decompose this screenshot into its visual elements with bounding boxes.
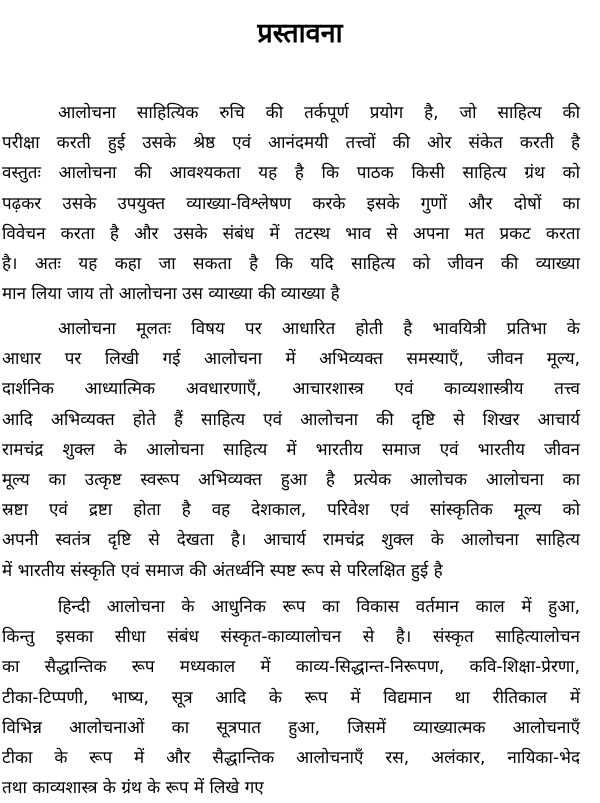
paragraph-line: हिन्दी आलोचना के आधुनिक रूप का विकास वर्तमान काल में हुआ, bbox=[58, 597, 580, 617]
paragraph-line: पढ़कर उसके उपयुक्त व्याख्या-विश्लेषण करके इसके गुणों और दोषों का bbox=[2, 193, 580, 214]
paragraph-line: विवेचन करता है और उसके संबंध में तटस्थ भाव से अपना मत प्रकट करता bbox=[2, 223, 580, 244]
paragraph-line: परीक्षा करती हुई उसके श्रेष्ठ एवं आनंदमयी तत्त्वों की ओर संकेत करती है bbox=[2, 133, 580, 154]
paragraph-line: आलोचना मूलतः विषय पर आधारित होती है भावयित्री प्रतिभा के bbox=[58, 319, 580, 339]
paragraph-line: दार्शनिक आध्यात्मिक अवधारणाएँ, आचारशास्त्र एवं काव्यशास्त्रीय तत्त्व bbox=[2, 379, 580, 400]
paragraph-line: तथा काव्यशास्त्र के ग्रंथ के रूप में लिखे गए bbox=[2, 778, 264, 799]
paragraph-line: स्रष्टा एवं द्रष्टा होता है वह देशकाल, परिवेश एवं सांस्कृतिक मूल्य को bbox=[2, 500, 580, 521]
paragraph-1 bbox=[2, 98, 580, 309]
paragraph-line: रामचंद्र शुक्ल के आलोचना साहित्य में भारतीय समाज एवं भारतीय जीवन bbox=[2, 439, 580, 460]
paragraph-line: आलोचना साहित्यिक रुचि की तर्कपूर्ण प्रयोग है, जो साहित्य की bbox=[58, 103, 580, 123]
paragraph-line: है। अतः यह कहा जा सकता है कि यदि साहित्य को जीवन की व्याख्या bbox=[2, 253, 580, 274]
paragraph-line: किन्तु इसका सीधा संबंध संस्कृत-काव्यालोचन से है। संस्कृत साहित्यालोचन bbox=[2, 627, 580, 648]
page-title: प्रस्तावना bbox=[257, 18, 343, 49]
paragraph-line: विभिन्न आलोचनाओं का सूत्रपात हुआ, जिसमें व्याख्यात्मक आलोचनाएँ bbox=[2, 717, 580, 738]
paragraph-3 bbox=[2, 592, 580, 803]
paragraph-line: का सैद्धान्तिक रूप मध्यकाल में काव्य-सिद्धान्त-निरूपण, कवि-शिक्षा-प्रेरणा, bbox=[2, 657, 580, 678]
paragraph-line: टीका-टिप्पणी, भाष्य, सूत्र आदि के रूप में विद्यमान था रीतिकाल में bbox=[2, 687, 580, 708]
paragraph-2 bbox=[2, 314, 580, 586]
paragraph-line: आदि अभिव्यक्त होते हैं साहित्य एवं आलोचना की दृष्टि से शिखर आचार्य bbox=[2, 409, 580, 430]
paragraph-line: मूल्य का उत्कृष्ट स्वरूप अभिव्यक्त हुआ है प्रत्येक आलोचक आलोचना का bbox=[2, 469, 580, 490]
paragraph-line: मान लिया जाय तो आलोचना उस व्याख्या की व्याख्या है bbox=[2, 284, 340, 305]
paragraph-line: में भारतीय संस्कृति एवं समाज की अंतर्ध्वनि स्पष्ट रूप से परिलक्षित हुई है bbox=[2, 560, 443, 581]
paragraph-line: अपनी स्वतंत्र दृष्टि से देखता है। आचार्य रामचंद्र शुक्ल के आलोचना साहित्य bbox=[2, 530, 580, 551]
paragraph-line: वस्तुतः आलोचना की आवश्यकता यह है कि पाठक किसी साहित्य ग्रंथ को bbox=[2, 163, 580, 184]
paragraph-line: टीका के रूप में और सैद्धान्तिक आलोचनाएँ रस, अलंकार, नायिका-भेद bbox=[2, 747, 580, 768]
paragraph-line: आधार पर लिखी गई आलोचना में अभिव्यक्त समस्याएँ, जीवन मूल्य, bbox=[2, 349, 580, 370]
